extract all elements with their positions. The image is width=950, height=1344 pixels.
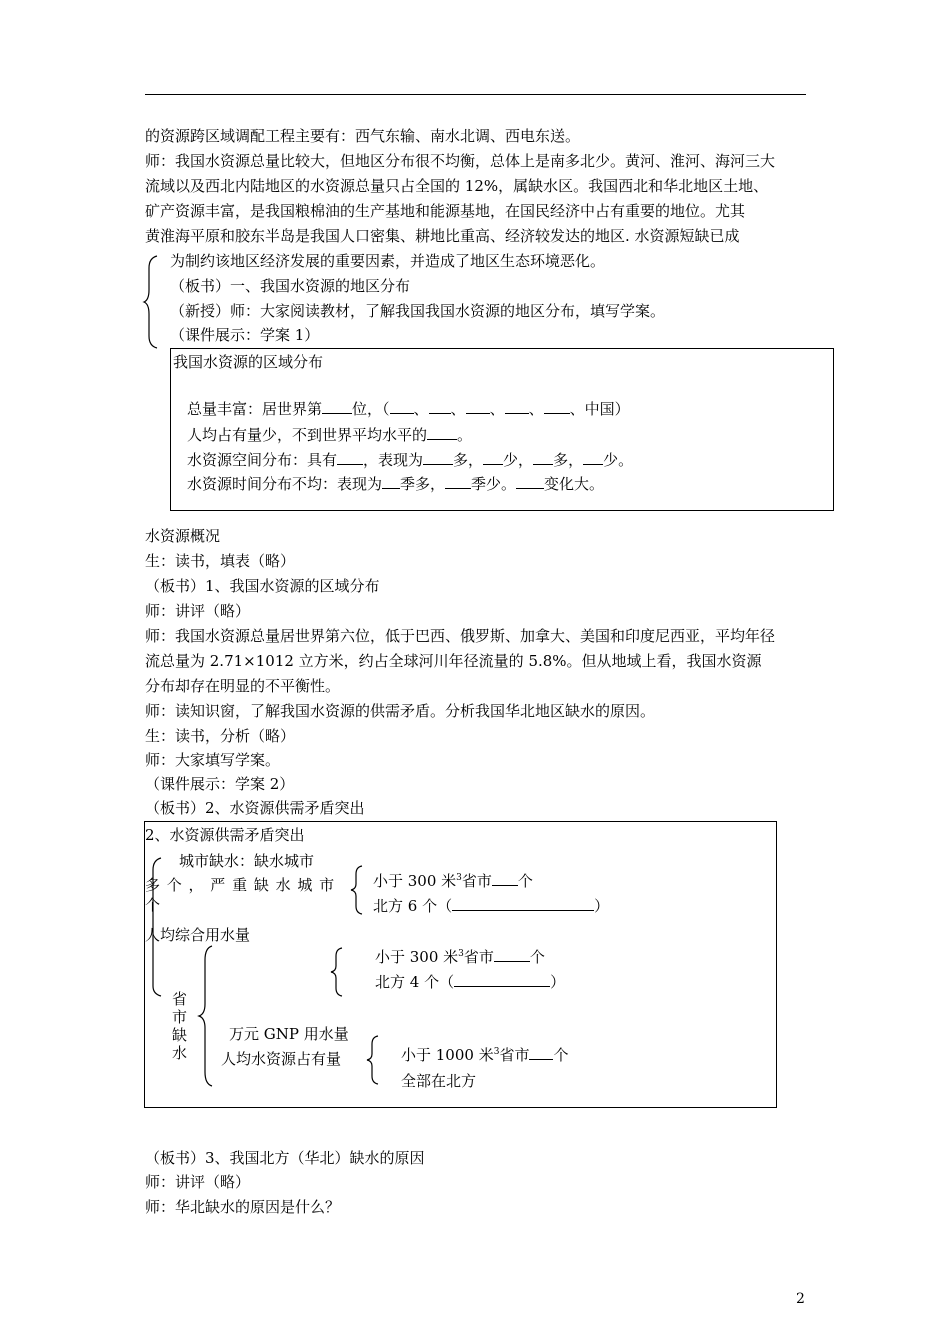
space-line: 水资源空间分布：具有 ，表现为 多， 少， 多， 少。 [187, 451, 634, 469]
percap-line: 人均占有量少，不到世界平均水平的 。 [187, 426, 473, 444]
blank[interactable] [423, 450, 453, 465]
box-title: 2、水资源供需矛盾突出 [145, 826, 305, 844]
text-line: 师：大家填写学案。 [145, 751, 281, 769]
worksheet-box-2 [144, 821, 777, 1108]
percap-use-label: 人均综合用水量 [145, 926, 251, 944]
gnp-water-label: 万元 GNP 用水量 [229, 1025, 349, 1043]
left-brace-icon [197, 944, 215, 1088]
blank[interactable] [429, 399, 451, 414]
percap-resource-label: 人均水资源占有量 [221, 1050, 342, 1068]
left-brace-icon [329, 946, 345, 998]
blank[interactable] [544, 399, 570, 414]
lt300-line-2: 小于 300 米$^3$省市 个 [375, 948, 545, 966]
text-line: 师：讲评（略） [145, 1173, 251, 1191]
text-line: 师：讲评（略） [145, 602, 251, 620]
blank[interactable] [505, 399, 529, 414]
left-brace-icon [143, 254, 163, 350]
all-north-line: 全部在北方 [401, 1072, 477, 1090]
text-line: （课件展示：学案 1） [170, 326, 320, 344]
text-line: 流总量为 2.71×1012 立方米，约占全球河川年径流量的 5.8%。但从地域上看，我国水资源 [145, 652, 762, 670]
text-line: 水资源概况 [145, 527, 221, 545]
text-line: 师：读知识窗，了解我国水资源的供需矛盾。分析我国华北地区缺水的原因。 [145, 702, 656, 720]
north4-line: 北方 4 个（ ） [375, 973, 566, 991]
blank[interactable] [382, 474, 400, 489]
lt1000-line: 小于 1000 米$^3$省市 个 [401, 1046, 569, 1064]
text-line: 师：我国水资源总量比较大，但地区分布很不均衡，总体上是南多北少。黄河、淮河、海河三大 [145, 152, 776, 170]
box-title: 我国水资源的区域分布 [173, 353, 324, 371]
left-brace-icon [349, 864, 365, 916]
text-line: 生：读书，分析（略） [145, 727, 296, 745]
blank[interactable] [445, 474, 471, 489]
text-line: （新授）师：大家阅读教材，了解我国我国水资源的地区分布，填写学案。 [170, 302, 666, 320]
text-line: 生：读书，填表（略） [145, 552, 296, 570]
text-line: 师：我国水资源总量居世界第六位，低于巴西、俄罗斯、加拿大、美国和印度尼西亚，平均年径 [145, 627, 776, 645]
blank[interactable] [492, 871, 518, 886]
blank[interactable] [516, 474, 544, 489]
blank[interactable] [390, 399, 414, 414]
text-line: （板书）3、我国北方（华北）缺水的原因 [145, 1149, 425, 1167]
header-rule [145, 94, 806, 95]
city-shortage-line-2: 多 个 ， 严 重 缺 水 城 市 [145, 876, 336, 894]
text-line: 分布却存在明显的不平衡性。 [145, 677, 341, 695]
blank[interactable] [466, 399, 490, 414]
blank[interactable] [337, 450, 363, 465]
blank[interactable] [533, 450, 553, 465]
text-line: 流域以及西北内陆地区的水资源总量只占全国的 12%，属缺水区。我国西北和华北地区土地、 [145, 177, 769, 195]
blank[interactable] [529, 1045, 553, 1060]
north6-line: 北方 6 个（ ） [373, 897, 610, 915]
blank[interactable] [583, 450, 603, 465]
text-line: （板书）1、我国水资源的区域分布 [145, 577, 380, 595]
text-line: 的资源跨区域调配工程主要有：西气东输、南水北调、西电东送。 [145, 127, 581, 145]
text-line: 为制约该地区经济发展的重要因素，并造成了地区生态环境恶化。 [170, 252, 606, 270]
text-line: 师：华北缺水的原因是什么？ [145, 1198, 341, 1216]
province-shortage-label: 省 市 缺 水 [172, 990, 188, 1062]
left-brace-icon [365, 1034, 381, 1086]
page-number: 2 [796, 1291, 805, 1307]
city-shortage-line-3: 个 [145, 896, 161, 914]
lt300-line: 小于 300 米$^3$省市 个 [373, 872, 533, 890]
text-line: 黄淮海平原和胶东半岛是我国人口密集、耕地比重高、经济较发达的地区. 水资源短缺已成 [145, 227, 740, 245]
text-line: （板书）2、水资源供需矛盾突出 [145, 799, 365, 817]
city-shortage-line-1: 城市缺水：缺水城市 [179, 852, 315, 870]
blank[interactable] [452, 896, 594, 911]
text-line: 矿产资源丰富，是我国粮棉油的生产基地和能源基地，在国民经济中占有重要的地位。尤其 [145, 202, 746, 220]
worksheet-box-1 [170, 348, 834, 511]
blank[interactable] [427, 425, 457, 440]
text-line: （板书）一、我国水资源的地区分布 [170, 277, 411, 295]
total-line: 总量丰富：居世界第 位，（ 、 、 、 、 、中国） [187, 400, 630, 418]
text-line: （课件展示：学案 2） [145, 775, 295, 793]
blank[interactable] [494, 947, 530, 962]
blank[interactable] [454, 972, 550, 987]
blank[interactable] [483, 450, 503, 465]
blank[interactable] [322, 399, 352, 414]
time-line: 水资源时间分布不均：表现为 季多， 季少。 变化大。 [187, 475, 605, 493]
